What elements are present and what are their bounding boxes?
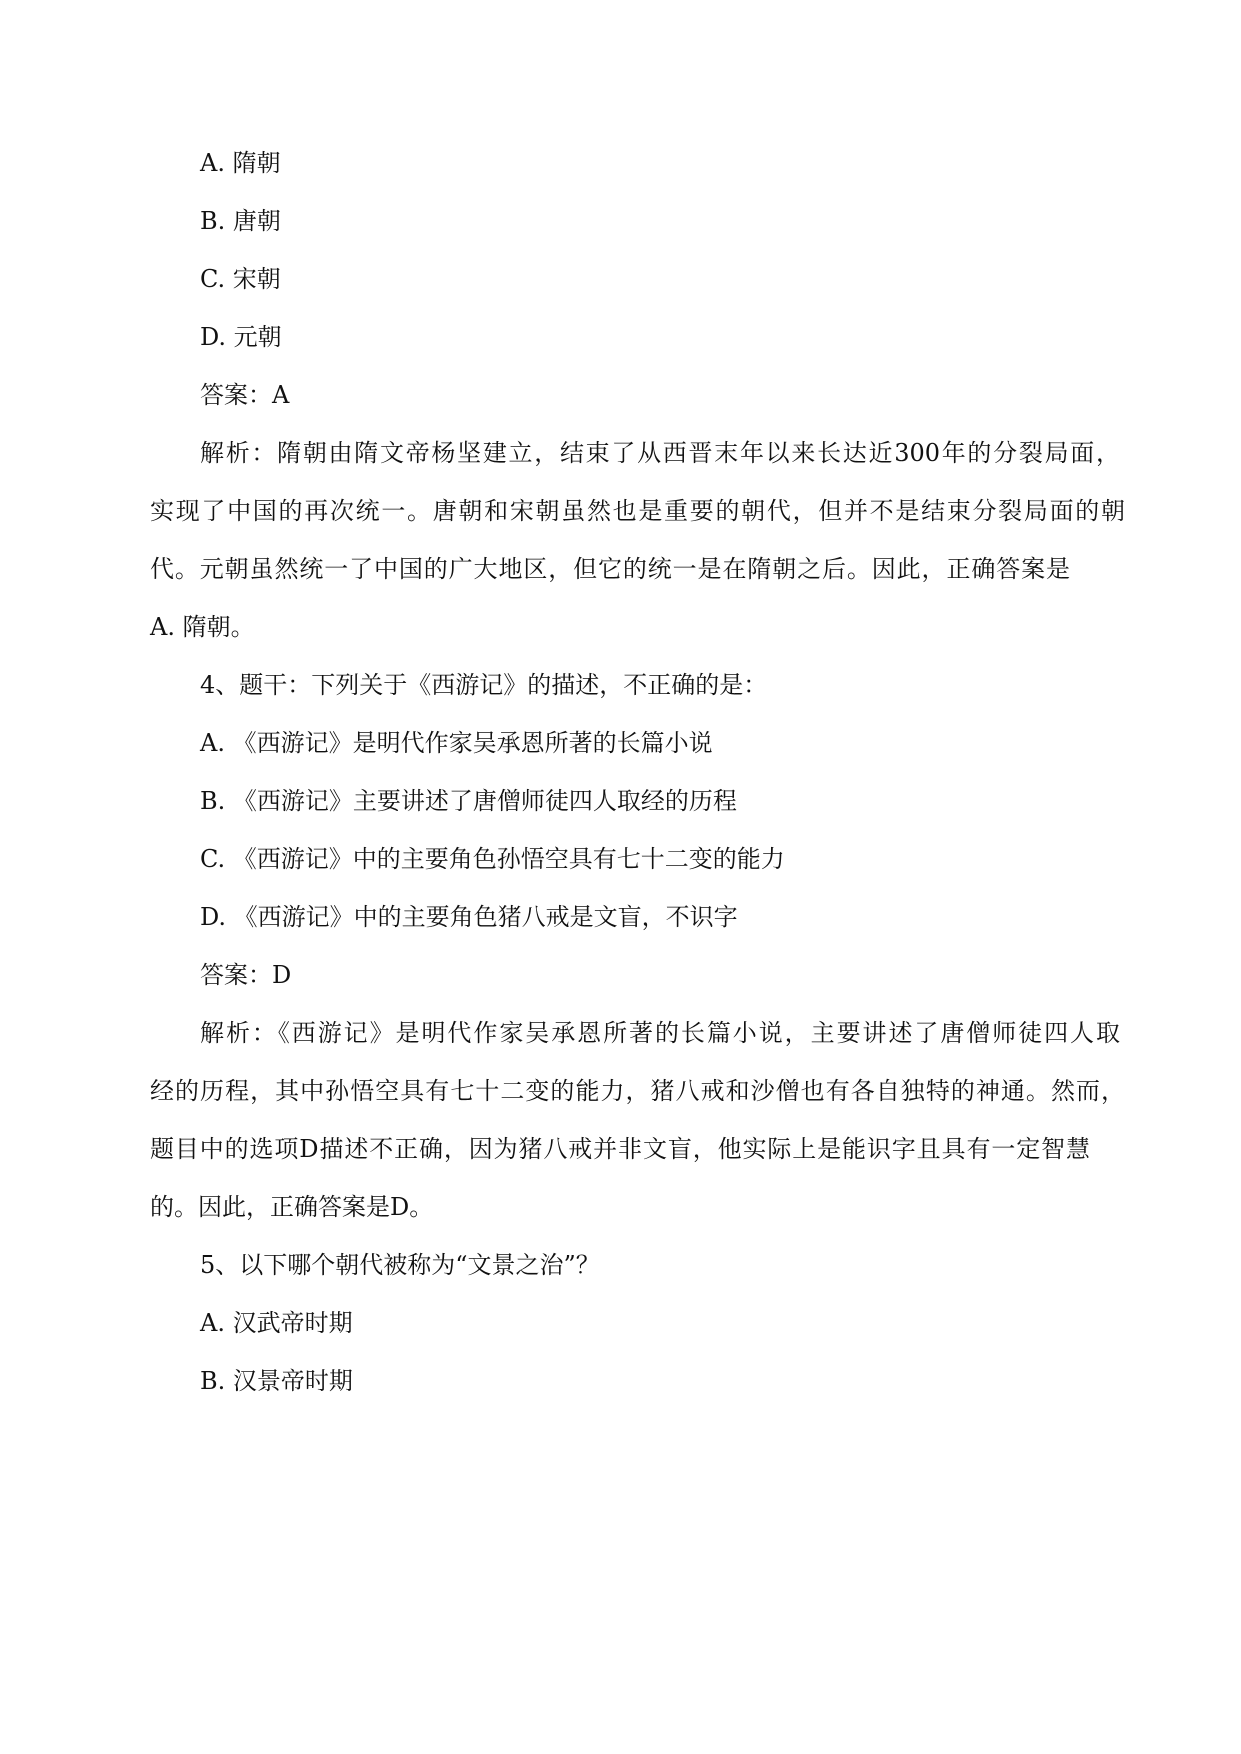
option-d-text: D. 《西游记》中的主要角色猪八戒是文盲，不识字 [200, 903, 738, 931]
analysis-line: 的。因此，正确答案是D。 [150, 1193, 434, 1221]
answer-text: 答案：D [200, 961, 292, 989]
answer-text: 答案：A [200, 381, 290, 409]
question-stem: 4、题干：下列关于《西游记》的描述，不正确的是： [200, 671, 768, 699]
question-stem: 5、以下哪个朝代被称为“文景之治”？ [200, 1251, 600, 1279]
analysis-line: 解析：《西游记》是明代作家吴承恩所著的长篇小说，主要讲述了唐僧师徒四人取 [200, 1019, 1120, 1047]
option-b-text: B. 汉景帝时期 [200, 1367, 353, 1395]
analysis-line: 经的历程，其中孙悟空具有七十二变的能力，猪八戒和沙僧也有各自独特的神通。然而， [150, 1077, 1125, 1105]
analysis-line: A. 隋朝。 [150, 613, 255, 641]
option-b-text: B. 《西游记》主要讲述了唐僧师徒四人取经的历程 [200, 787, 737, 815]
analysis-line: 题目中的选项D描述不正确，因为猪八戒并非文盲，他实际上是能识字且具有一定智慧 [150, 1135, 1090, 1163]
analysis-line: 解析：隋朝由隋文帝杨坚建立，结束了从西晋末年以来长达近300年的分裂局面， [200, 439, 1120, 467]
option-c-text: C. 《西游记》中的主要角色孙悟空具有七十二变的能力 [200, 845, 785, 873]
option-d-text: D. 元朝 [200, 323, 282, 351]
option-b-text: B. 唐朝 [200, 207, 281, 235]
analysis-line: 代。元朝虽然统一了中国的广大地区，但它的统一是在隋朝之后。因此，正确答案是 [150, 555, 1070, 583]
option-c-text: C. 宋朝 [200, 265, 281, 293]
analysis-line: 实现了中国的再次统一。唐朝和宋朝虽然也是重要的朝代，但并不是结束分裂局面的朝 [150, 497, 1125, 525]
option-a-text: A. 《西游记》是明代作家吴承恩所著的长篇小说 [200, 729, 713, 757]
option-a-text: A. 汉武帝时期 [200, 1309, 353, 1337]
option-a-text: A. 隋朝 [200, 149, 281, 177]
